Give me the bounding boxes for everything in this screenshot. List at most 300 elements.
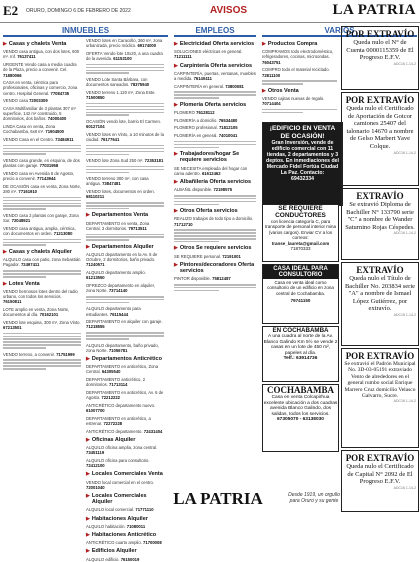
ad-text: VENDO cajitas nuevas de regalo. — [262, 95, 325, 101]
text-line — [86, 208, 129, 210]
text-line — [174, 229, 256, 231]
text-line — [86, 202, 164, 204]
illegible-ad-text — [86, 332, 164, 339]
ad-edificio-ocasion — [262, 122, 343, 206]
section-heading-text: Habitaciones Anticrético — [91, 532, 157, 539]
ad-phone: 73451119 — [86, 450, 105, 456]
classified-ad — [86, 364, 164, 374]
section-heading — [86, 516, 164, 522]
section-heading — [86, 244, 164, 250]
section-heading-text: Locales Comerciales Alquiler — [91, 493, 147, 506]
section-heading — [174, 41, 256, 47]
illegible-ad-text — [86, 64, 164, 74]
text-line — [3, 200, 81, 202]
section-heading-text: Otros Venta — [267, 87, 299, 94]
text-line — [86, 205, 164, 207]
illegible-ad-text — [174, 229, 256, 242]
text-line — [86, 166, 164, 168]
ad-text: PLOMERO profesional. — [174, 125, 218, 131]
ad-phone: 72353181 — [144, 158, 164, 164]
text-line — [174, 284, 256, 286]
text-line — [86, 302, 129, 304]
classified-ad — [86, 524, 164, 529]
classified-ad — [262, 67, 337, 77]
ad-body: Casa en venta Colcapirhua excelente ubicación a dos cuadras avenida Blanco Galindo, dos salidas, todos los servicios. — [263, 395, 338, 417]
ad-text: VENDO Lote Santa Bárbara, con documentos saneados. — [86, 77, 148, 88]
section-heading-text: Habitaciones Alquiler — [91, 515, 148, 522]
ad-phone: 67305070 - 63138030 — [277, 417, 324, 423]
classified-ad — [86, 416, 164, 426]
ad-code: ADC16 1-14-2 — [393, 312, 416, 317]
classified-ad — [3, 171, 81, 181]
illegible-ad-text — [174, 91, 256, 98]
ad-heading: EXTRAVÍO — [356, 265, 404, 275]
classified-ad — [174, 118, 256, 123]
text-line — [86, 239, 129, 241]
ad-text: DEPARTAMENTO en anticrético, Av. 6 de Agosto. — [86, 389, 164, 401]
text-line — [3, 239, 81, 241]
section-heading-text: Casas y chalets Alquiler — [8, 249, 72, 256]
classified-ad — [86, 51, 164, 61]
text-line — [174, 204, 219, 206]
ad-phone: 71211111 — [174, 54, 192, 60]
ad-text: VENDO casa en Avenida 6 de Agosto, precio a convenir. — [3, 170, 75, 182]
ad-phone: 64305540 — [101, 369, 121, 375]
text-line — [86, 332, 164, 334]
classified-ad — [86, 252, 164, 268]
section-heading-text: Plomería Oferta servicios — [179, 101, 247, 108]
classified-ad — [86, 390, 164, 400]
ad-text: URGENTE Vendo casa a media cuadra de la Plaza, precio a convenir. Cel. — [3, 62, 77, 73]
arrow-icon: ▶ — [262, 41, 266, 47]
section-heading — [262, 41, 337, 47]
ad-body: Gran Inversión, vende de edificio comercial con 11 tiendas, 2 departamentos y 3 deptos. En inmediaciones del Mercado Fidel Fortúa Ciudad La Paz. Contacto: — [266, 140, 339, 176]
section-heading — [174, 262, 256, 274]
text-line — [3, 244, 46, 246]
arrow-icon: ▶ — [86, 532, 90, 539]
classified-ad — [86, 429, 164, 434]
ad-phone: 71080011 — [126, 523, 146, 529]
ad-phone: 76128112 — [196, 110, 215, 115]
arrow-icon: ▶ — [86, 355, 90, 362]
ad-phone: 70714404 — [262, 101, 281, 107]
classified-ad — [174, 110, 256, 115]
text-line — [86, 145, 164, 147]
text-line — [86, 109, 164, 111]
ad-text: VENDO lote Zona Sud 250 m². — [86, 158, 144, 164]
text-line — [174, 144, 256, 146]
text-line — [3, 368, 46, 370]
ad-text: VENDO terreno 1.120 m², Zona Este. — [86, 89, 156, 95]
ad-text: ANTICRÉTICO departamento nuevo. — [86, 402, 156, 408]
arrow-icon: ▶ — [86, 212, 90, 219]
arrow-icon: ▶ — [86, 243, 90, 250]
ad-phone: 77084735 — [50, 90, 70, 96]
text-line — [3, 151, 81, 153]
text-line — [3, 153, 46, 155]
newspaper-logo: LA PATRIA — [332, 2, 416, 18]
arrow-icon: ▶ — [174, 208, 178, 215]
section-heading — [86, 532, 164, 538]
ad-text: VENDO casa antigua, amplia, céntrica, con documentos en orden. — [3, 225, 76, 236]
section-title: AVISOS — [210, 5, 248, 16]
ad-text: ALQUILO oficina amplia, zona central. — [86, 445, 158, 451]
ad-phone: 60127104 — [86, 124, 105, 130]
classified-ad — [86, 176, 164, 186]
section-heading-text: Oficinas Alquiler — [91, 436, 136, 443]
classified-ad — [3, 124, 81, 134]
ad-text: PLOMERÍA en general. — [174, 133, 218, 139]
ad-extravio-3 — [341, 188, 419, 260]
classified-ad — [86, 77, 164, 87]
ad-phone: 71240571 — [86, 262, 105, 268]
section-heading-text: Pintores/decoradores Oferta servicios — [179, 261, 255, 275]
ad-phone: 79713511 — [128, 225, 147, 231]
classified-ad — [174, 71, 256, 81]
classified-ad — [3, 62, 81, 78]
classified-ad — [86, 557, 164, 562]
section-heading-text: Lotes Venta — [8, 280, 40, 287]
arrow-icon: ▶ — [86, 515, 90, 522]
page-header — [0, 0, 420, 23]
arrow-icon: ▶ — [3, 41, 7, 47]
ad-phone: 72811100 — [262, 72, 281, 78]
ad-heading: POR EXTRAVÍO — [345, 351, 415, 361]
text-line — [86, 70, 164, 72]
ad-cochabamba — [262, 384, 339, 452]
ad-phone: 61612462 — [201, 170, 221, 176]
text-line — [3, 333, 81, 335]
arrow-icon: ▶ — [86, 548, 90, 555]
ad-code: ADC16 1-14-2 — [393, 61, 416, 66]
ad-text: VENDO casa grande, en esquina, de dos plantas con garaje. — [3, 158, 80, 169]
text-line — [174, 287, 256, 289]
classified-ad — [86, 90, 164, 100]
classified-ad — [86, 283, 164, 293]
text-line — [3, 347, 46, 349]
text-line — [86, 172, 129, 174]
ad-heading: EXTRAVÍO — [356, 191, 404, 201]
ad-phone: 76043751 — [262, 59, 281, 65]
category-varios: VARIOS — [262, 26, 417, 37]
classified-ad — [86, 343, 164, 353]
classified-ad — [262, 96, 337, 106]
text-line — [3, 270, 81, 272]
ad-text: SE NECESITA empleada del hogar con cama adentro. — [174, 165, 248, 176]
illegible-ad-text — [262, 109, 337, 113]
text-line — [174, 91, 256, 93]
ad-text: ALQUILO habitación. — [86, 523, 126, 529]
classified-ad — [3, 158, 81, 168]
ad-text: OCASIÓN vendo lote, barrio El Carmen. — [86, 119, 161, 125]
illegible-ad-text — [86, 234, 164, 241]
ad-email: transe_laureta@gmail.com — [271, 240, 330, 246]
column-4 — [174, 38, 256, 510]
text-line — [86, 296, 164, 298]
ad-text: COMPRAMOS todo electrodoméstico, refrigeradores, cocinas, microondas. — [262, 49, 334, 60]
arrow-icon: ▶ — [262, 87, 266, 94]
text-line — [86, 112, 164, 114]
classified-ad — [174, 254, 256, 259]
text-line — [174, 235, 256, 237]
ad-phone: 73484911 — [55, 137, 74, 143]
ad-heading: POR EXTRAVÍO — [345, 29, 415, 39]
ad-text: VENDO lotes, documentos en orden. — [86, 189, 155, 195]
text-line — [86, 103, 164, 105]
ad-conductores — [262, 204, 339, 262]
arrow-icon: ▶ — [174, 62, 178, 69]
text-line — [3, 338, 81, 340]
illegible-ad-text — [86, 296, 164, 303]
ad-extravio-4 — [341, 262, 419, 346]
footer-slogan: Desde 1919, un orgullo para Oruro y su gente — [288, 492, 340, 504]
illegible-ad-text — [3, 270, 81, 277]
ad-en-cochabamba — [262, 326, 339, 382]
text-line — [3, 148, 81, 150]
classified-ad — [86, 132, 164, 142]
ad-code: ADC16 1-14-2 — [393, 150, 416, 155]
section-heading-text: Carpintería Oferta servicios — [179, 62, 253, 69]
text-line — [174, 238, 256, 240]
ad-phone: 70162101 — [39, 312, 59, 318]
ad-text: VENDO lotes en Caracollo, 360 m², zona urbanizada, precio módico. — [86, 38, 163, 49]
ad-text: SE REQUIERE personal. — [174, 253, 222, 259]
classified-ad — [262, 49, 337, 65]
classified-ad — [86, 158, 164, 163]
ad-text: COMPRO todo el material reciclado. — [262, 67, 330, 73]
ad-text: PLOMERO — [174, 110, 195, 115]
ad-phone: 74000400 — [47, 116, 67, 122]
ad-text: CARPINTERÍA en general. — [174, 83, 225, 89]
ad-text: VENDO hermosos lotes dentro del radio urbano, con todos los servicios. — [3, 288, 78, 299]
ad-phone: 76177641 — [100, 137, 120, 143]
category-inmuebles: INMUEBLES — [3, 26, 168, 37]
ad-heading: CASA IDEAL PARA CONSULTORIO — [263, 265, 338, 279]
ad-phone: 75812487 — [212, 276, 231, 282]
arrow-icon: ▶ — [3, 280, 7, 287]
section-heading-text: Electricidad Oferta servicios — [179, 41, 255, 47]
text-line — [86, 299, 164, 301]
ad-text: LINDA Casa en venta, Zona Cochabamba, 6x8 m². — [3, 124, 56, 135]
illegible-ad-text — [3, 239, 81, 246]
ad-phone: 71213080 — [53, 231, 73, 236]
ad-heading: POR EXTRAVÍO — [345, 453, 415, 463]
text-line — [174, 198, 256, 200]
ad-body: A una cuadra al norte de la Av. Blanco Galindo Km 5½ se vende 2 casas en un lote de 450 m², papeles al día. — [263, 334, 338, 356]
text-line — [3, 242, 81, 244]
classified-ad — [174, 84, 256, 89]
classified-ad — [3, 137, 81, 142]
ad-casa-ideal — [262, 264, 339, 324]
classified-ad — [174, 133, 256, 138]
ad-phone: Telf.: 63914736 — [283, 356, 318, 362]
illegible-ad-text — [86, 166, 164, 173]
ad-phone: 76137411 — [17, 54, 36, 60]
arrow-icon: ▶ — [86, 436, 90, 443]
classified-ad — [86, 403, 164, 413]
illegible-ad-text — [262, 80, 337, 84]
text-line — [86, 72, 129, 74]
ad-phone: 73847481 — [102, 181, 121, 187]
classified-ad — [3, 98, 81, 103]
classified-ad — [3, 49, 81, 59]
text-line — [86, 234, 164, 236]
illegible-ad-text — [86, 202, 164, 209]
ad-heading: EN COCHABAMBA — [272, 327, 329, 334]
footer-logo: LA PATRIA — [173, 489, 263, 508]
classified-ad — [86, 319, 164, 329]
column-2 — [86, 38, 164, 562]
ad-text: PINTOR disponible. — [174, 276, 211, 282]
ad-extravio-6 — [341, 450, 419, 512]
section-heading-text: Locales Comerciales Venta — [91, 471, 163, 478]
ad-phone: 68110211 — [86, 194, 105, 200]
column-1 — [3, 38, 81, 510]
classified-ad — [86, 445, 164, 455]
section-heading-text: Departamentos Venta — [91, 212, 149, 219]
ad-text: DEPARTAMENTO en venta, Zona Central, 3 dormitorios. — [86, 220, 150, 231]
ad-phone: 76115444 — [109, 311, 129, 317]
section-heading — [262, 88, 337, 94]
ad-phone: 72272228 — [103, 421, 123, 426]
ad-text: SOLUCIONES eléctricas en general. — [174, 49, 243, 55]
text-line — [86, 67, 164, 69]
page-number: E2 — [3, 3, 19, 18]
classified-ad — [174, 49, 256, 59]
ad-phone: 77161910 — [18, 189, 38, 195]
illegible-ad-text — [3, 359, 81, 369]
ad-phone: 72431404 — [143, 428, 163, 434]
ad-phone: 72497411 — [20, 262, 40, 268]
ad-text: CARPINTERÍA, puertas, ventanas, muebles a medida. — [174, 70, 256, 82]
arrow-icon: ▶ — [174, 151, 178, 158]
ad-phone: 76150019 — [120, 556, 140, 562]
text-line — [262, 80, 337, 82]
arrow-icon: ▶ — [86, 471, 90, 478]
ad-phone: 78375940 — [130, 82, 150, 88]
text-line — [174, 97, 219, 99]
classified-ad — [86, 458, 164, 468]
ad-body: con licencia categoría C, para transporte de personal interior mina (varios cargos). Enviar CV a los correos: — [264, 219, 337, 241]
section-heading — [174, 102, 256, 108]
ad-phone: 72048921 — [11, 218, 31, 224]
classified-ad — [174, 166, 256, 176]
illegible-ad-text — [3, 145, 81, 155]
ad-body: Queda nulo el Certificado de Aportación de Gotcor camiones 25407 del talonario 14670 a nombre de Gelso Marbert Yave Colque. — [346, 105, 414, 150]
ad-phone: 69174000 — [137, 43, 157, 49]
text-line — [86, 64, 164, 66]
ad-phone: 77143944 — [37, 176, 56, 182]
ad-phone: 71712710 — [174, 221, 193, 227]
section-heading — [86, 437, 164, 443]
ad-phone: 71713114 — [109, 382, 128, 388]
text-line — [86, 236, 164, 238]
classified-ad — [174, 216, 256, 226]
ad-code: ADC16 1-14-2 — [393, 231, 416, 236]
ad-text: OFERTA Vendo lote 10x20, a una cuadra de la avenida. — [86, 50, 163, 62]
arrow-icon: ▶ — [174, 101, 178, 108]
ad-extravio-1 — [341, 26, 419, 90]
ad-text: DEPARTAMENTO en anticrético, a estrenar. — [86, 415, 151, 426]
illegible-ad-text — [3, 197, 81, 210]
ad-extravio-2 — [341, 92, 419, 186]
section-heading-text: Trabajadores/hogar Se requiere servicios — [179, 151, 240, 164]
ad-text: DEPARTAMENTO en alquiler con garaje. — [86, 319, 163, 325]
classified-ad — [86, 540, 164, 545]
ad-phone: 71812105 — [218, 125, 238, 131]
ad-phone: 71904500 — [45, 129, 65, 135]
section-heading-text: Casas y chalets Venta — [8, 41, 67, 47]
ad-code: ADC16 1-14-2 — [393, 399, 416, 404]
ad-text: ALQUILO departamento, baño privado, zona Norte. — [86, 342, 159, 353]
ad-body: Queda nulo el Título de Bachiller No. 203834 serie "A" a nombre de Ismael López Gutiérrez, por extravío. — [344, 275, 416, 313]
ad-phone: 71700008 — [143, 540, 162, 546]
column-5 — [262, 38, 337, 118]
ad-text: VENDO lotes en Vinto, a 10 minutos de la ciudad. — [86, 131, 164, 143]
illegible-ad-text — [174, 284, 256, 291]
text-line — [174, 201, 256, 203]
ad-text: CASA en venta, céntrica para profesionales, oficinas y comercio, zona centro. Hospital General. — [3, 80, 78, 96]
text-line — [3, 276, 46, 278]
classified-ad — [174, 125, 256, 130]
section-heading-text: Departamentos Anticrético — [91, 355, 162, 362]
ad-phone: 67213501 — [3, 324, 22, 330]
text-line — [86, 148, 164, 150]
ad-phone: 71751999 — [56, 351, 75, 357]
ad-text: ALBAÑIL disponible. — [174, 187, 213, 193]
text-line — [174, 241, 219, 243]
classified-ad — [3, 307, 81, 317]
text-line — [262, 83, 303, 85]
text-line — [262, 109, 337, 111]
text-line — [174, 141, 256, 143]
classified-ad — [3, 257, 81, 267]
ad-phone: 71870333 — [290, 246, 311, 252]
ad-text: VENDO terreno 300 m², con casa antigua. — [86, 176, 149, 187]
ad-heading: ¡EDIFICIO EN VENTA DE OCASIÓN! — [269, 125, 336, 140]
ad-phone: 73800081 — [225, 83, 244, 89]
ad-phone: 71771110 — [135, 507, 154, 513]
classified-ad — [86, 38, 164, 48]
ad-heading: COCHABAMBA — [267, 385, 334, 395]
ad-text: LOTE amplio en venta, Zona Norte, documentos al día. — [3, 306, 70, 318]
section-heading-text: Departamentos Alquiler — [91, 243, 154, 250]
ad-phone: 72212222 — [101, 395, 121, 401]
ad-body: Queda nulo el Certificado de Capital N° 2092 de El Progreso E.F.V. — [346, 463, 414, 486]
text-line — [174, 290, 219, 292]
ad-text: VENDO casa 2 plantas con garaje, Zona Sur. — [3, 212, 79, 224]
category-empleos: EMPLEOS — [174, 26, 256, 37]
ad-text: ALQUILO oficina para consultorio. — [86, 458, 150, 464]
illegible-ad-text — [86, 145, 164, 155]
ad-phone: 76150811 — [3, 299, 22, 305]
issue-date: ORURO, DOMINGO 6 DE FEBRERO DE 2022 — [26, 8, 131, 14]
ad-extravio-5 — [341, 348, 419, 448]
text-line — [262, 112, 303, 114]
text-line — [3, 362, 81, 364]
section-heading — [174, 63, 256, 69]
ad-phone: 77031958 — [39, 163, 59, 169]
ad-text: VENDO Casa en el Centro. — [3, 137, 54, 143]
illegible-ad-text — [86, 103, 164, 116]
ad-text: VENDO casa — [3, 98, 28, 104]
ad-phone: 72198575 — [213, 187, 233, 193]
ad-phone: 69432334 — [290, 176, 315, 182]
classified-ad — [3, 184, 81, 194]
ad-text: ALQUILO departamento amplio. — [86, 270, 146, 276]
section-heading — [86, 471, 164, 477]
ad-text: VENDO lote esquina, 300 m², Zona Vinto. — [3, 319, 81, 325]
